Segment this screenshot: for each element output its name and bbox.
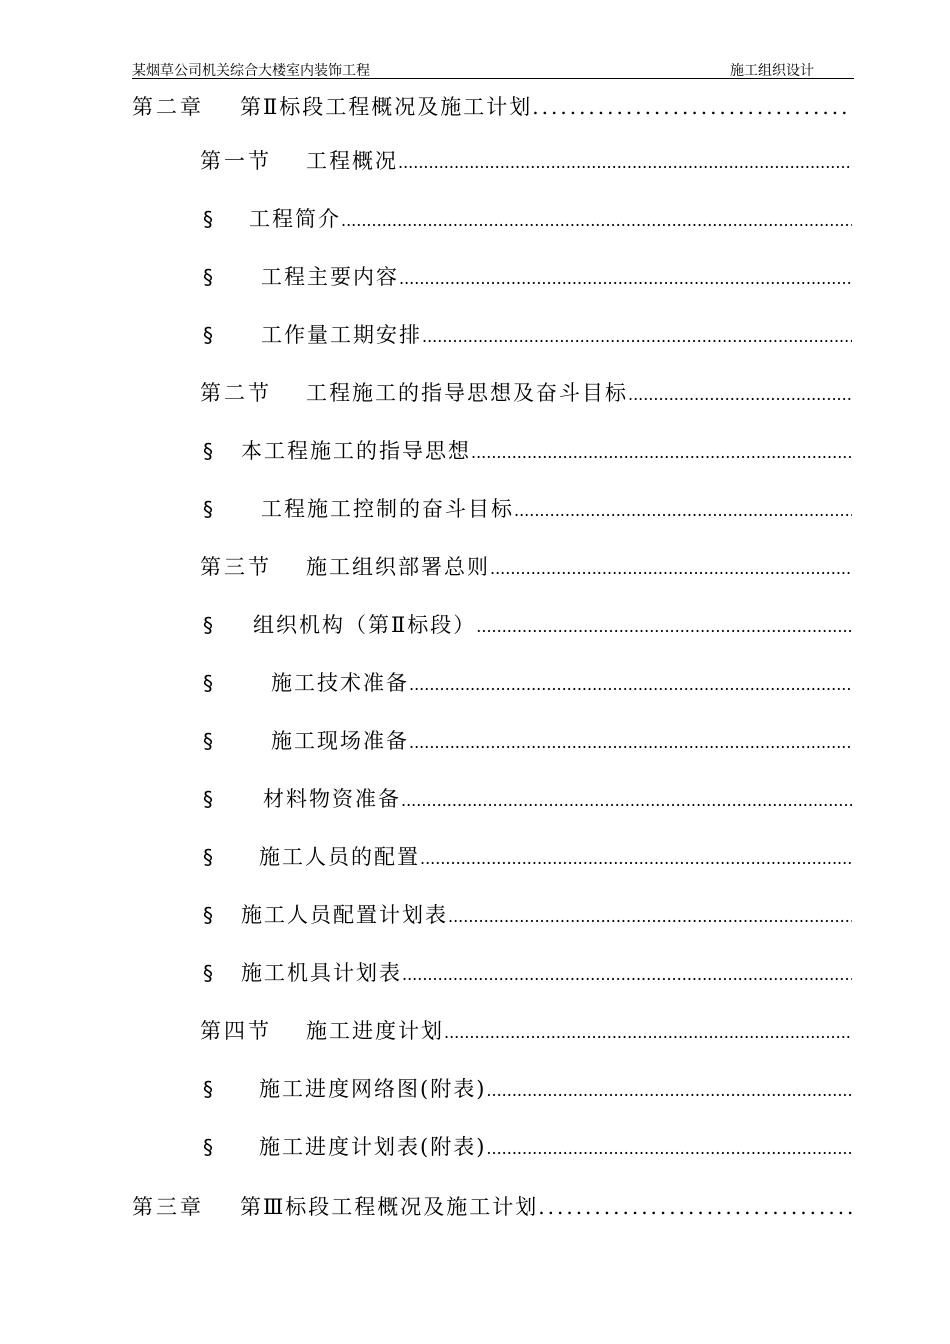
- toc-label: 组织机构（第Ⅱ标段）: [253, 613, 477, 637]
- toc-label: 施工人员配置计划表: [241, 903, 448, 927]
- toc-label: 工程施工控制的奋斗目标: [261, 497, 514, 521]
- toc-lead: 第二节: [200, 381, 272, 405]
- toc-leader-dots: [401, 786, 852, 816]
- toc-leader-dots: [490, 554, 852, 584]
- toc-item[interactable]: [203, 204, 852, 234]
- section-mark-icon: §: [203, 613, 213, 637]
- toc-label: 材料物资准备: [263, 787, 401, 811]
- toc-label: 施工技术准备: [271, 671, 409, 695]
- document-type: 施工组织设计: [730, 63, 814, 79]
- toc-label: 第Ⅲ标段工程概况及施工计划: [240, 1195, 539, 1219]
- toc-label: 工作量工期安排: [261, 323, 422, 347]
- toc-item[interactable]: [203, 784, 852, 814]
- toc-leader-dots: [486, 1076, 852, 1106]
- section-mark-icon: §: [203, 1077, 213, 1101]
- section-mark-icon: §: [203, 787, 213, 811]
- toc-chapter-2[interactable]: [132, 92, 852, 122]
- toc-label: 施工组织部署总则: [306, 555, 490, 579]
- toc-label: 工程施工的指导思想及奋斗目标: [306, 381, 628, 405]
- toc-label: 本工程施工的指导思想: [241, 439, 471, 463]
- toc-leader-dots: [628, 380, 852, 410]
- toc-lead: 第一节: [200, 149, 272, 173]
- toc-section-3[interactable]: [200, 552, 852, 582]
- toc-leader-dots: [409, 728, 852, 758]
- toc-leader-dots: [399, 264, 852, 294]
- section-mark-icon: §: [203, 903, 213, 927]
- project-name: 某烟草公司机关综合大楼室内装饰工程: [132, 63, 370, 79]
- toc-leader-dots: [341, 206, 852, 236]
- toc-leader-dots: [486, 1134, 852, 1164]
- section-mark-icon: §: [203, 671, 213, 695]
- section-mark-icon: §: [203, 265, 213, 289]
- section-mark-icon: §: [203, 729, 213, 753]
- toc-leader-dots: [398, 148, 852, 178]
- toc-leader-dots: [444, 1018, 852, 1048]
- toc-leader-dots: [402, 960, 852, 990]
- section-mark-icon: §: [203, 323, 213, 347]
- section-mark-icon: §: [203, 439, 213, 463]
- toc-chapter-3[interactable]: [132, 1192, 852, 1222]
- section-mark-icon: §: [203, 497, 213, 521]
- toc-label: 工程概况: [306, 149, 398, 173]
- toc-label: 施工人员的配置: [259, 845, 420, 869]
- toc-label: 第Ⅱ标段工程概况及施工计划: [240, 95, 533, 119]
- toc-item[interactable]: [203, 436, 852, 466]
- toc-item[interactable]: [203, 320, 852, 350]
- toc-leader-dots: [409, 670, 852, 700]
- toc-label: 施工进度计划表(附表): [259, 1135, 487, 1159]
- section-mark-icon: §: [203, 1135, 213, 1159]
- toc-item[interactable]: [203, 900, 852, 930]
- toc-item[interactable]: [203, 494, 852, 524]
- toc-lead: 第四节: [200, 1019, 272, 1043]
- toc-leader-dots: [532, 92, 852, 122]
- toc-label: 施工进度计划: [306, 1019, 444, 1043]
- toc-leader-dots: [420, 844, 852, 874]
- toc-item[interactable]: [203, 610, 852, 640]
- toc-lead: 第三节: [200, 555, 272, 579]
- toc-section-1[interactable]: [200, 146, 852, 176]
- toc-leader-dots: [476, 612, 852, 642]
- toc-item[interactable]: [203, 262, 852, 292]
- toc-label: 工程主要内容: [261, 265, 399, 289]
- toc-section-4[interactable]: [200, 1016, 852, 1046]
- toc-item[interactable]: [203, 1074, 852, 1104]
- toc-section-2[interactable]: [200, 378, 852, 408]
- toc-leader-dots: [538, 1192, 852, 1222]
- toc-leader-dots: [448, 902, 852, 932]
- toc-label: 工程简介: [249, 207, 341, 231]
- toc-leader-dots: [514, 496, 852, 526]
- section-mark-icon: §: [203, 207, 213, 231]
- toc-label: 施工进度网络图(附表): [259, 1077, 487, 1101]
- section-mark-icon: §: [203, 845, 213, 869]
- toc-item[interactable]: [203, 668, 852, 698]
- toc-item[interactable]: [203, 842, 852, 872]
- toc-item[interactable]: [203, 726, 852, 756]
- toc-label: 施工机具计划表: [241, 961, 402, 985]
- toc-item[interactable]: [203, 958, 852, 988]
- toc-lead: 第三章: [132, 1195, 204, 1219]
- toc-leader-dots: [471, 438, 852, 468]
- toc-lead: 第二章: [132, 95, 204, 119]
- section-mark-icon: §: [203, 961, 213, 985]
- toc-leader-dots: [422, 322, 852, 352]
- toc-item[interactable]: [203, 1132, 852, 1162]
- toc-label: 施工现场准备: [271, 729, 409, 753]
